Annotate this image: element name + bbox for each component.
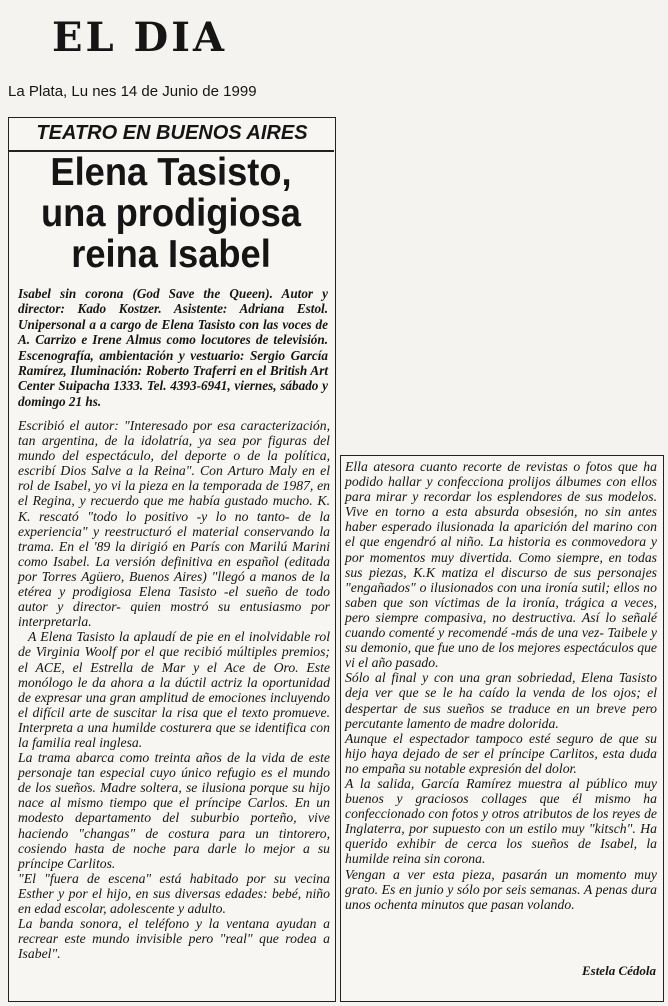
section-heading: TEATRO EN BUENOS AIRES: [36, 122, 308, 144]
paragraph: La banda sonora, el teléfono y la ventana ayudan a recrear este mundo invisible pero "real" que rodea a Isabel".: [18, 916, 330, 962]
article-body-right: [345, 459, 657, 912]
dateline: La Plata, Lu nes 14 de Junio de 1999: [8, 83, 257, 100]
paragraph: A Elena Tasisto la aplaudí de pie en el inolvidable rol de Virginia Woolf por el que recibió múltiples premios; el ACE, el Estrella de Mar y el Ace de Oro. Este monólogo le da ahora a la dúctil actriz la oportunidad de expresar una gran amplitud de emociones incluyendo el difícil arte de suscitar la risa que el texto promueve. Interpreta a una humilde costurera que se identifica con la familia real inglesa.: [18, 629, 330, 750]
headline-line-1: Elena Tasisto,: [50, 151, 292, 194]
article-body-left: [18, 418, 330, 961]
paragraph: La trama abarca como treinta años de la vida de este personaje tan especial cuyo único refugio es el mundo de los sueños. Madre soltera, se ilusiona porque su hijo nace al mismo tiempo que el príncipe Carlos. En un modesto departamento del suburbio porteño, vive haciendo "changas" de costura para un tintorero, cosiendo hasta de noche para darle lo mejor a su príncipe Carlitos.: [18, 750, 330, 871]
paragraph: "El "fuera de escena" está habitado por su vecina Esther y por el hijo, en sus diversas edades: bebé, niño en edad escolar, adolescente y adulto.: [18, 870, 330, 916]
paragraph: Ella atesora cuanto recorte de revistas o fotos que ha podido hallar y confecciona prolijos álbumes con ellos para mirar y recordar los esplendores de sus modelos. Vive en torno a esta absurda obsesión, no sin antes haber esperado ilusionada la aparición del marino con el que engendró al niño. La historia es conmovedora y por momentos muy divertida. Como siempre, en todas sus piezas, K.K matiza el discurso de sus personajes "engañados" o ilusionados con una ironía sutil; ellos no saben que son víctimas de la ironía, trágica a veces, pero siempre compasiva, no destructiva. Así lo señalé cuando comenté y recomendé -más de una vez- Taibele y su demonio, que fue uno de los mejores espectáculos que vi el año pasado.: [345, 459, 657, 671]
article-headline: [25, 152, 317, 275]
paragraph: Aunque el espectador tampoco esté seguro de que su hijo haya dejado de ser el príncipe Carlitos, esta duda no empaña su notable expresión del dolor.: [345, 730, 657, 776]
paragraph: Sólo al final y con una gran sobriedad, Elena Tasisto deja ver que se le ha caído la venda de los ojos; el despertar de sus sueños se traduce en un breve pero percutante lamento de madre dolorida.: [345, 670, 657, 731]
paragraph: Vengan a ver esta pieza, pasarán un momento muy grato. Es en junio y sólo por seis semanas. A penas dura unos ochenta minutos que pasan volando.: [345, 866, 657, 912]
paragraph: A la salida, García Ramírez muestra al público muy buenos y graciosos collages que él mismo ha confeccionado con fotos y otros atributos de los reyes de Inglaterra, por supuesto con un estilo muy "kitsch". Ha querido exhibir de cerca los sueños de Isabel, la humilde reina sin corona.: [345, 775, 657, 867]
production-credits: Isabel sin corona (God Save the Queen). Autor y director: Kado Kostzer. Asistente: Adriana Estol. Unipersonal a a cargo de Elena Tasisto con las voces de A. Carrizo e Irene Almus como locutores de televisión. Escenografía, ambientación y vestuario: Sergio García Ramírez, Iluminación: Roberto Traferri en el British Art Center Suipacha 1333. Tel. 4393-6941, viernes, sábado y domingo 21 hs.: [18, 286, 328, 409]
author-signature: Estela Cédola: [581, 963, 656, 978]
headline-line-3: reina Isabel: [71, 233, 271, 276]
newspaper-masthead: EL DIA: [52, 14, 227, 61]
headline-line-2: una prodigiosa: [41, 192, 301, 235]
paragraph: Escribió el autor: "Interesado por esa caracterización, tan argentina, de la idolatría, ya sea por figuras del mundo del espectáculo, del deporte o de la política, escribí Dios Salve a la Reina". Con Arturo Maly en el rol de Isabel, yo vi la pieza en la temporada de 1987, en el Regina, y recuerdo que me había gustado mucho. K. K. rescató "todo lo positivo -y lo no tanto- de la experiencia" y reestructuró el material conservando la trama. En el '89 la dirigió en París con Marilú Marini como Isabel. La versión definitiva en español (editada por Torres Agüero, Buenos Aires) "llegó a manos de la etérea y prodigiosa Elena Tasisto -el sueño de todo autor y director- quien mostró su entusiasmo por interpretarla.: [18, 418, 330, 630]
